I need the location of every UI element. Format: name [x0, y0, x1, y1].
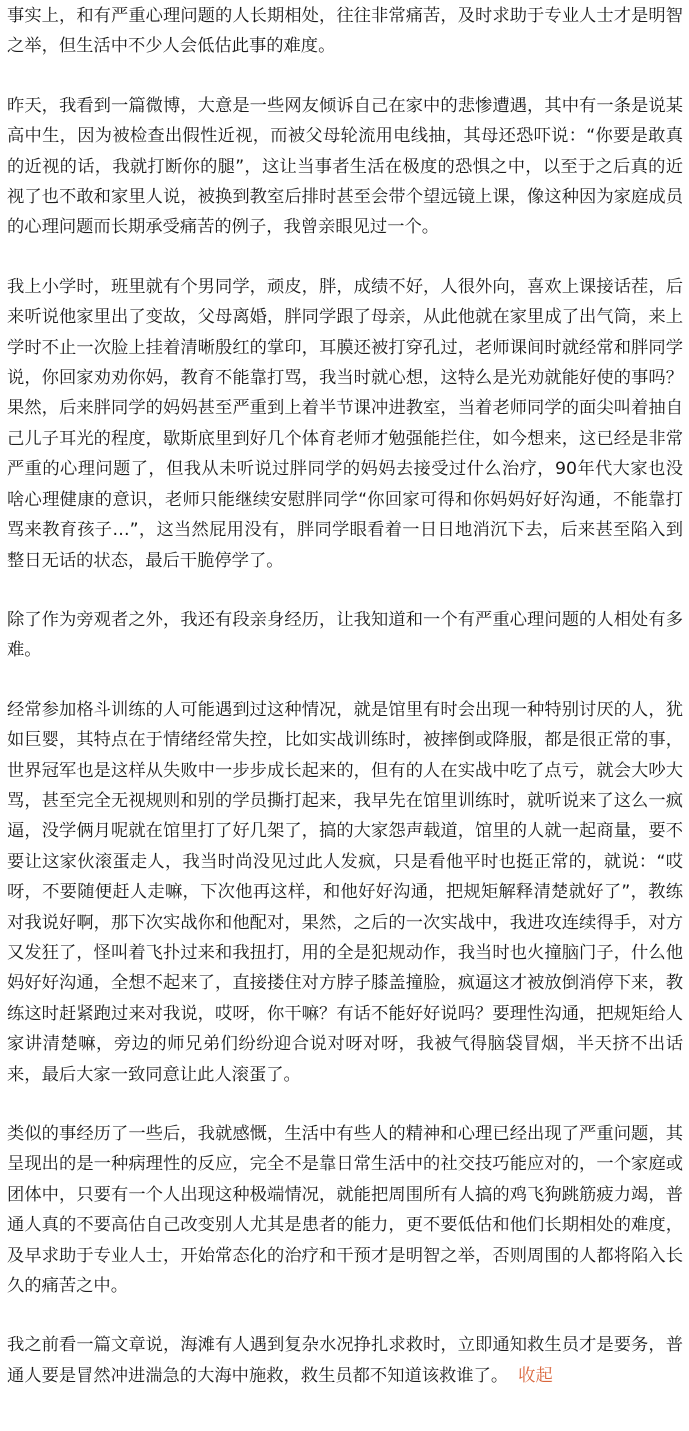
collapse-button[interactable]: 收起	[518, 1365, 553, 1386]
paragraph-2: 昨天，我看到一篇微博，大意是一些网友倾诉自己在家中的悲惨遭遇，其中有一条是说某高中生，因为被检查出假性近视，而被父母轮流用电线抽，其母还恐吓说：“你要是敢真的近视的话，我就打断你的腿”，这让当事者生活在极度的恐惧之中，以至于之后真的近视了也不敢和家里人说，被换到教室后排时甚至会带个望远镜上课，像这种因为家庭成员的心理问题而长期承受痛苦的例子，我曾亲眼见过一个。	[7, 95, 683, 238]
paragraph-7	[7, 1330, 683, 1391]
paragraph-gap	[7, 1090, 683, 1119]
paragraph-gap	[7, 243, 683, 272]
paragraph-gap	[7, 666, 683, 695]
paragraph-3: 我上小学时，班里就有个男同学，顽皮，胖，成绩不好，人很外向，喜欢上课接话茬，后来听说他家里出了变故，父母离婚，胖同学跟了母亲，从此他就在家里成了出气筒，来上学时不止一次脸上挂着清晰殷红的掌印，耳膜还被打穿孔过，老师课间时就经常和胖同学说，你回家劝劝你妈，教育不能靠打骂，我当时就心想，这特么是光劝就能好使的事吗？果然，后来胖同学的妈妈甚至严重到上着半节课冲进教室，当着老师同学的面尖叫着抽自己儿子耳光的程度，歇斯底里到好几个体育老师才勉强能拦住，如今想来，这已经是非常严重的心理问题了，但我从未听说过胖同学的妈妈去接受过什么治疗，90年代大家也没啥心理健康的意识，老师只能继续安慰胖同学“你回家可得和你妈妈好好沟通，不能靠打骂来教育孩子…”，这当然屁用没有，胖同学眼看着一日日地消沉下去，后来甚至陷入到整日无话的状态，最后干脆停学了。	[7, 276, 683, 571]
paragraph-gap	[7, 62, 683, 91]
paragraph-5: 经常参加格斗训练的人可能遇到过这种情况，就是馆里有时会出现一种特别讨厌的人，犹如巨婴，其特点在于情绪经常失控，比如实战训练时，被摔倒或降服，都是很正常的事，世界冠军也是这样从失败中一步步成长起来的，但有的人在实战中吃了点亏，就会大吵大骂，甚至完全无视规则和别的学员撕打起来，我早先在馆里训练时，就听说来了这么一疯逼，没学俩月呢就在馆里打了好几架了，搞的大家怨声载道，馆里的人就一起商量，要不要让这家伙滚蛋走人，我当时尚没见过此人发疯，只是看他平时也挺正常的，就说：“哎呀，不要随便赶人走嘛，下次他再这样，和他好好沟通，把规矩解释清楚就好了”，教练对我说好啊，那下次实战你和他配对，果然，之后的一次实战中，我进攻连续得手，对方又发狂了，怪叫着飞扑过来和我扭打，用的全是犯规动作，我当时也火撞脑门子，什么他妈好好沟通，全想不起来了，直接搂住对方脖子膝盖撞脸，疯逼这才被放倒消停下来，教练这时赶紧跑过来对我说，哎呀，你干嘛？有话不能好好说吗？要理性沟通，把规矩给人家讲清楚嘛，旁边的师兄弟们纷纷迎合说对呀对呀，我被气得脑袋冒烟，半天挤不出话来，最后大家一致同意让此人滚蛋了。	[7, 699, 683, 1085]
paragraph-4: 除了作为旁观者之外，我还有段亲身经历，让我知道和一个有严重心理问题的人相处有多难。	[7, 609, 683, 661]
paragraph-gap	[7, 1301, 683, 1330]
paragraph-1: 事实上，和有严重心理问题的人长期相处，往往非常痛苦，及时求助于专业人士才是明智之举，但生活中不少人会低估此事的难度。	[7, 6, 683, 57]
paragraph-6: 类似的事经历了一些后，我就感慨，生活中有些人的精神和心理已经出现了严重问题，其呈现出的是一种病理性的反应，完全不是靠日常生活中的社交技巧能应对的，一个家庭或团体中，只要有一个人出现这种极端情况，就能把周围所有人搞的鸡飞狗跳筋疲力竭，普通人真的不要高估自己改变别人尤其是患者的能力，更不要低估和他们长期相处的难度，及早求助于专业人士，开始常态化的治疗和干预才是明智之举，否则周围的人都将陷入长久的痛苦之中。	[7, 1124, 683, 1297]
paragraph-7-text: 我之前看一篇文章说，海滩有人遇到复杂水况挣扎求救时，立即通知救生员才是要务，普通人要是冒然冲进湍急的大海中施救，救生员都不知道该救谁了。	[7, 1335, 683, 1386]
paragraph-gap	[7, 576, 683, 605]
article-body	[0, 1, 689, 1391]
